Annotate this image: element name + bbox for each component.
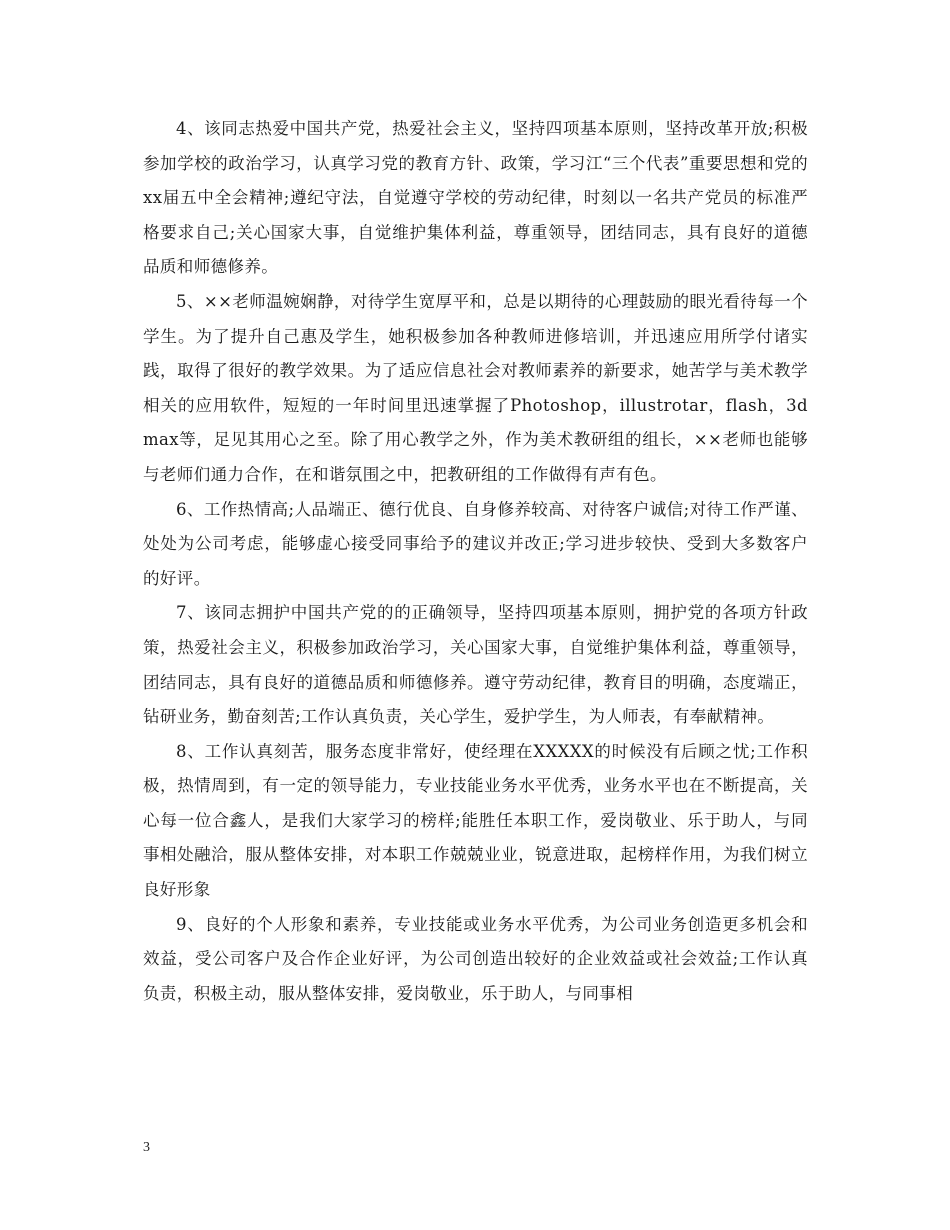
document-body <box>143 112 808 1011</box>
paragraph-4: 4、该同志热爱中国共产党，热爱社会主义，坚持四项基本原则，坚持改革开放;积极参加学校的政治学习，认真学习党的教育方针、政策，学习江“三个代表”重要思想和党的xx届五中全会精神;遵纪守法，自觉遵守学校的劳动纪律，时刻以一名共产党员的标准严格要求自己;关心国家大事，自觉维护集体利益，尊重领导，团结同志，具有良好的道德品质和师德修养。 <box>143 119 808 277</box>
paragraph-7: 7、该同志拥护中国共产党的的正确领导，坚持四项基本原则，拥护党的各项方针政策，热爱社会主义，积极参加政治学习，关心国家大事，自觉维护集体利益，尊重领导，团结同志，具有良好的道德品质和师德修养。遵守劳动纪律，教育目的明确，态度端正，钻研业务，勤奋刻苦;工作认真负责，关心学生，爱护学生，为人师表，有奉献精神。 <box>143 603 808 727</box>
paragraph-8: 8、工作认真刻苦，服务态度非常好，使经理在XXXXX的时候没有后顾之忧;工作积极，热情周到，有一定的领导能力，专业技能业务水平优秀，业务水平也在不断提高，关心每一位合鑫人，是我们大家学习的榜样;能胜任本职工作，爱岗敬业、乐于助人，与同事相处融洽，服从整体安排，对本职工作兢兢业业，锐意进取，起榜样作用，为我们树立良好形象 <box>143 741 808 900</box>
paragraph-9: 9、良好的个人形象和素养，专业技能或业务水平优秀，为公司业务创造更多机会和效益，受公司客户及合作企业好评，为公司创造出较好的企业效益或社会效益;工作认真负责，积极主动，服从整体安排，爱岗敬业，乐于助人，与同事相 <box>143 914 808 1003</box>
paragraph-6: 6、工作热情高;人品端正、德行优良、自身修养较高、对待客户诚信;对待工作严谨、处处为公司考虑，能够虚心接受同事给予的建议并改正;学习进步较快、受到大多数客户的好评。 <box>143 499 808 588</box>
paragraph-5: 5、××老师温婉娴静，对待学生宽厚平和，总是以期待的心理鼓励的眼光看待每一个学生。为了提升自己惠及学生，她积极参加各种教师进修培训，并迅速应用所学付诸实践，取得了很好的教学效果。为了适应信息社会对教师素养的新要求，她苦学与美术教学相关的应用软件，短短的一年时间里迅速掌握了Photoshop，illustrotar，flash，3dmax等，足见其用心之至。除了用心教学之外，作为美术教研组的组长，××老师也能够与老师们通力合作，在和谐氛围之中，把教研组的工作做得有声有色。 <box>143 291 808 484</box>
page-number: 3 <box>143 1140 150 1155</box>
